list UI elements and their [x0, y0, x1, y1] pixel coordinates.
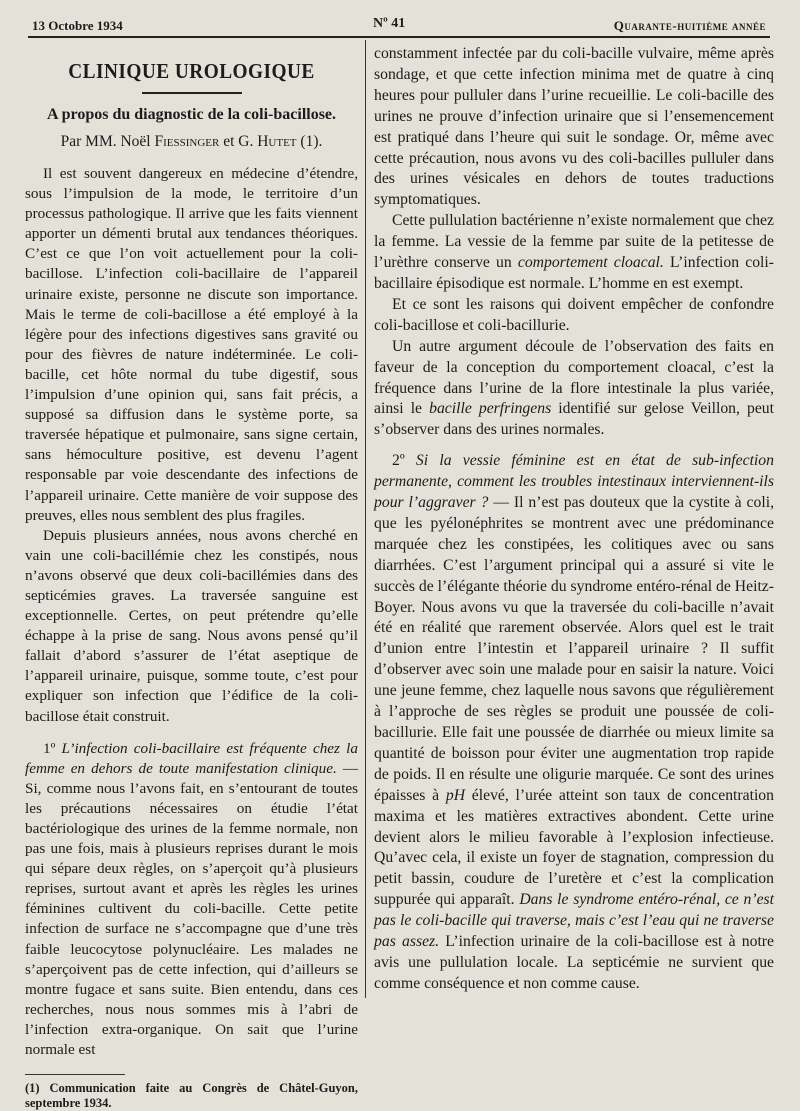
header-year: Quarante-huitième année	[613, 18, 766, 33]
right-paragraph-4	[374, 337, 774, 442]
article-authors	[25, 132, 358, 152]
column-divider	[365, 40, 366, 998]
section-rubric: CLINIQUE UROLOGIQUE	[68, 59, 315, 83]
left-paragraph-3	[25, 739, 358, 1061]
right-p5-italic-conclusion: Dans le syndrome entéro-rénal, ce n’est pas le coli-bacille qui traverse, mais c’est l’eau qui ne traverse pas assez.	[374, 891, 774, 951]
right-p2-italic: comportement cloacal.	[517, 254, 664, 272]
right-p5-text-b: élevé, l’urée atteint son taux de concentration maxima et les matières extractives abondent. Cette urine devient alors le milieu favorable à l’explosion infectieuse. Qu’avec cela, il existe un foyer de stagnation, compression du petit bassin, coudure de l’uretère et c’est la complication suppurée qui apparaît.	[374, 786, 774, 909]
left-column	[25, 44, 358, 1111]
right-p4-text-a: Un autre argument découle de l’observation des faits en faveur de la conception du comportement cloacal, c’est la fréquence dans l’urine de la flore intestinale la plus variée, ainsi le	[374, 337, 774, 418]
left-paragraph-1: Il est souvent dangereux en médecine d’étendre, sous l’impulsion de la mode, le territoire d’un processus pathologique. Il arrive que les faits viennent apporter un démenti brutal aux tendances théoriques. C’est ce que l’on voit actuellement pour la coli-bacillose. L’infection coli-bacillaire de l’appareil urinaire existe, personne ne discute son importance. Mais le terme de coli-bacillose a été employé à la légère pour des infections digestives sans gravité ou pour des fièvres de nature indéterminée. Le coli-bacille, cet hôte normal du tube digestif, sous l’impulsion d’une opinion qui, sans fait précis, a supposé sa diffusion dans le système porte, sa traversée hépatique et pulmonaire, sans signe certain, sans hémoculture positive, est devenu l’agent responsable par voie descendante des infections de l’appareil urinaire. Cette manière de voir suppose des preuves, elles nous semblent des plus fragiles.	[25, 165, 358, 524]
section-heading-1: L’infection coli-bacillaire est fréquente chez la femme en dehors de toute manifestation clinique.	[25, 739, 358, 777]
right-p4-text-b: identifié sur gelose Veillon, peut s’observer dans des urines normales.	[374, 400, 775, 439]
section-number-2: 2º	[392, 452, 416, 470]
section-heading-2: Si la vessie féminine est en état de sub-infection permanente, comment les troubles intestinaux interviennent-ils pour l’aggraver ?	[374, 452, 774, 512]
authors-prefix: Par MM. Noël	[60, 133, 155, 150]
right-p4-italic: bacille perfringens	[429, 400, 552, 418]
article-title: A propos du diagnostic de la coli-bacillose.	[46, 106, 337, 123]
author-fiessinger: Fiessinger	[154, 133, 220, 150]
right-p5-text-c: L’infection urinaire de la coli-bacillose est à notre avis une pullulation locale. La septicémie ne survient que comme conséquence et non comme cause.	[374, 933, 774, 992]
footnote: (1) Communication faite au Congrès de Châtel-Guyon, septembre 1934.	[25, 1081, 358, 1111]
right-p5-ph: pH	[445, 786, 466, 804]
right-p2-text-a: Cette pullulation bactérienne n’existe normalement que chez la femme. La vessie de la femme par suite de la petitesse de l’urèthre conserve un	[374, 212, 774, 272]
left-paragraph-2: Depuis plusieurs années, nous avons cherché en vain une coli-bacillémie chez les constipés, nous n’avons observé que deux coli-bacillémies dans des septicémies graves. La traversée sanguine est exceptionnelle. Certes, on peut prétendre qu’elle échappe à la prise de sang. Nous avons pensé qu’il fallait d’abord s’assurer de l’état aseptique de l’appareil urinaire, puisque, somme toute, c’est pour expliquer son infection que l’édifice de la coli-bacillose était construit.	[25, 526, 358, 725]
header-date: 13 Octobre 1934	[32, 18, 123, 33]
authors-mid: et G.	[219, 133, 258, 150]
right-paragraph-5	[374, 451, 774, 995]
right-paragraph-1: constamment infectée par du coli-bacille vulvaire, même après sondage, et que cette infection minima met de quatre à cinq heures pour pulluler dans l’urine recueillie. Le coli-bacille des urines ne prouve d’infection urinaire que si l’ensemencement est pratiqué dans l’heure qui suit le sondage. Or, même avec cette précaution, nous avons vu des coli-bacilles pulluler dans des urines vésicales en dehors de toutes traductions symptomatiques.	[374, 45, 774, 209]
authors-suffix: (1).	[296, 133, 323, 150]
section-number-1: 1º	[43, 739, 62, 757]
rubric-underline	[142, 92, 242, 94]
right-paragraph-3: Et ce sont les raisons qui doivent empêcher de confondre coli-bacillose et coli-bacillurie.	[374, 295, 774, 334]
footnote-rule	[25, 1074, 125, 1075]
right-p5-text-a: — Il n’est pas douteux que la cystite à coli, que les pyélonéphrites se montrent avec une prédominance marquée chez les constipées, les colitiques avec ou sans diarrhées. C’est l’argument principal qui a assuré si vite le succès de l’élégante théorie du syndrome entéro-rénal de Heitz-Boyer. Nous avons vu que la traversée du coli-bacille n’avait été en réalité que rarement observée. Alors quel est le trait d’union entre l’intestin et l’appareil urinaire ? Il suffit d’observer avec soin une malade pour en saisir la nature. Voici une jeune femme, chez laquelle nous savons que régulièrement à l’approche de ses règles se produit une poussée de coli-bacillurie. Elle fait une poussée de diarrhée ou mieux limite sa quantité de boisson pour éviter une augmentation trop rapide de poids. Il en résulte une oligurie marquée. Ce sont des urines épaisses à	[374, 494, 774, 804]
author-hutet: Hutet	[257, 133, 297, 150]
page-header	[28, 16, 770, 38]
right-paragraph-2	[374, 211, 774, 295]
header-issue-number: Nº 41	[373, 16, 406, 31]
section-text-1: — Si, comme nous l’avons fait, en s’entourant de toutes les précautions nécessaires on étudie l’état bactériologique des urines de la femme normale, non pas une fois, mais à plusieurs reprises durant le mois qui sépare deux règles, on s’aperçoit qu’à plusieurs reprises, surtout avant et après les règles les urines féminines cultivent du coli-bacille. Cette petite infection de surface ne s’accompagne que d’une très faible leucocytose polynucléaire. Les malades ne s’aperçoivent pas de cette infection, qui d’ailleurs se montre fugace et sans suite. Bien entendu, dans ces recherches, nous nous sommes mis à l’abri de l’infection extra-organique. On sait que l’urine normale est	[25, 759, 359, 1059]
right-column	[374, 44, 774, 995]
right-p2-text-b: L’infection coli-bacillaire épisodique est normale. L’homme en est exempt.	[374, 254, 774, 292]
